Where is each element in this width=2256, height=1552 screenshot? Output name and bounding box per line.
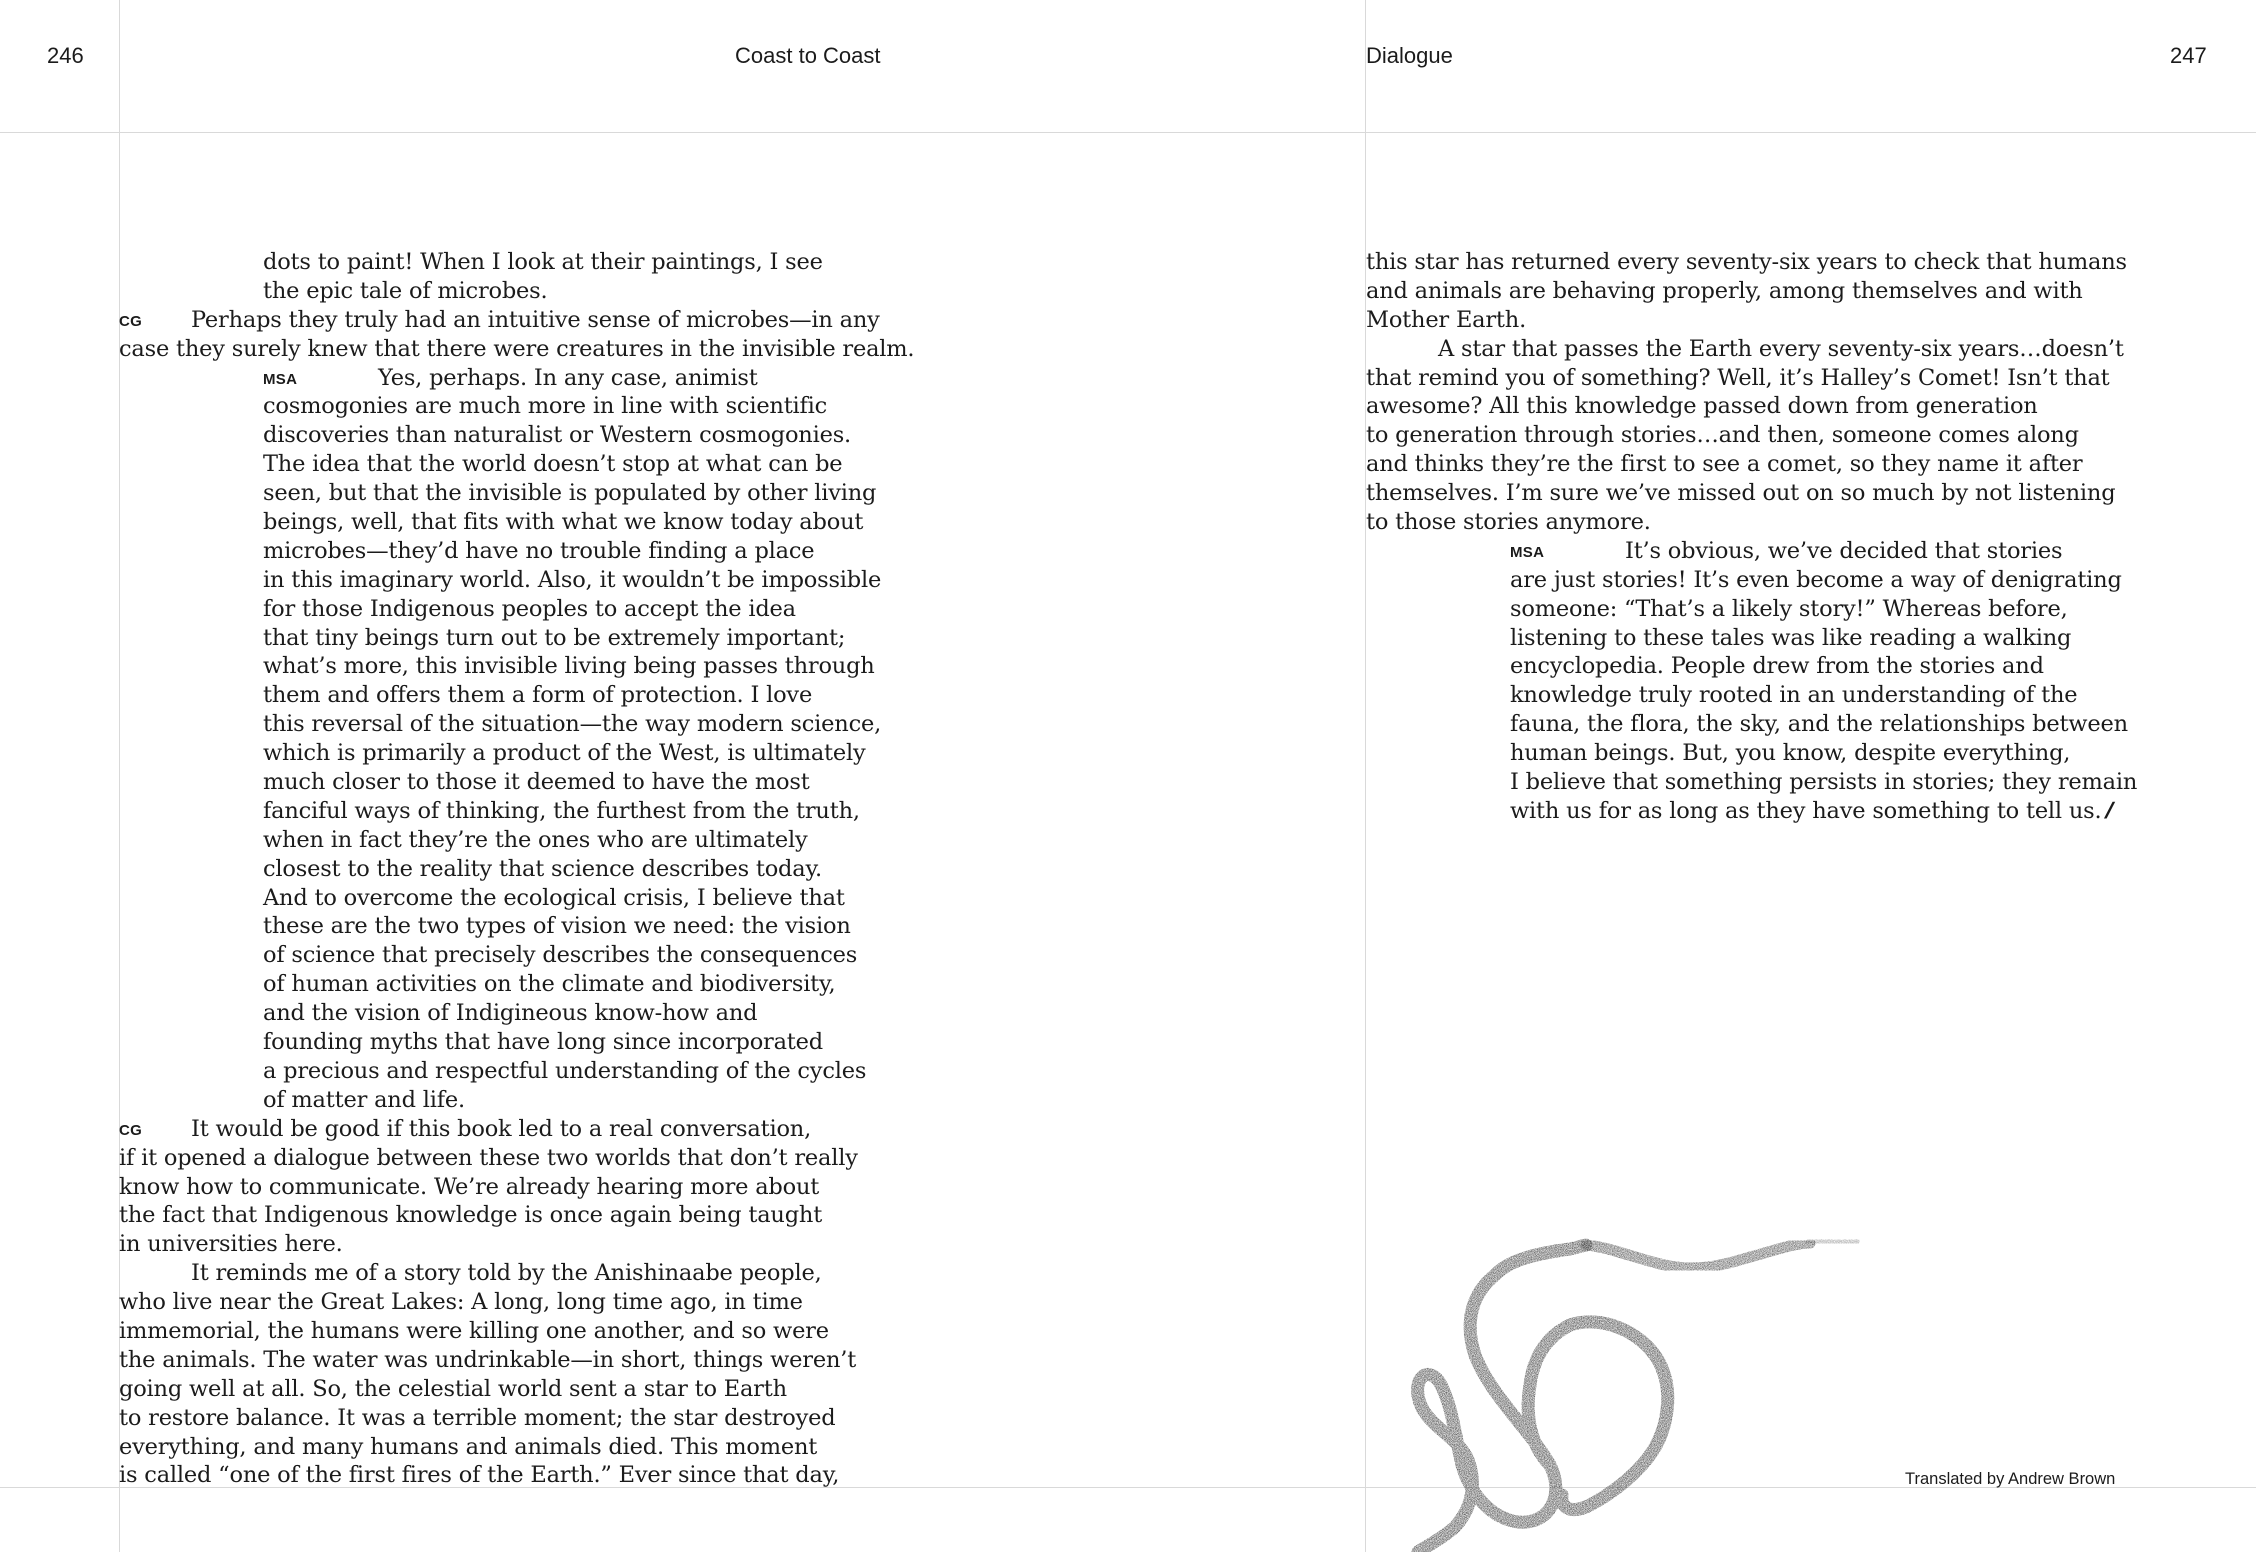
text-line: [1366, 768, 2146, 797]
line-text: The idea that the world doesn’t stop at what can be: [263, 451, 843, 478]
text-line: [119, 797, 899, 826]
text-line: [119, 1433, 899, 1462]
speaker-tag: CG: [119, 1121, 143, 1139]
line-text: that remind you of something? Well, it’s Halley’s Comet! Isn’t that: [1366, 364, 2110, 391]
left-text-column: [119, 248, 915, 1490]
text-line: [1366, 277, 2146, 306]
line-text: knowledge truly rooted in an understanding of the: [1510, 682, 2078, 709]
end-of-article-mark: /: [2102, 797, 2117, 823]
scribble-tail: [1586, 1243, 1810, 1268]
text-line: [119, 1288, 899, 1317]
speaker-tag: MSA: [1510, 543, 1545, 561]
text-line: [1366, 364, 2146, 393]
line-text: cosmogonies are much more in line with scientific: [263, 393, 828, 420]
text-line: [119, 508, 899, 537]
line-text: them and offers them a form of protection. I love: [263, 682, 813, 709]
line-text: closest to the reality that science describes today.: [263, 855, 822, 882]
text-line: [119, 624, 899, 653]
text-line: [1366, 624, 2146, 653]
text-line: [119, 884, 899, 913]
text-line: [119, 941, 899, 970]
right-page-number: 247: [2170, 43, 2207, 68]
line-text: case they surely knew that there were creatures in the invisible realm.: [119, 335, 915, 362]
line-text: a precious and respectful understanding of the cycles: [263, 1057, 867, 1084]
speaker-tag: CG: [119, 312, 143, 330]
text-line: [119, 479, 899, 508]
text-line: [1366, 450, 2146, 479]
text-line: [1366, 421, 2146, 450]
line-text: microbes—they’d have no trouble finding a place: [263, 537, 815, 564]
line-text: everything, and many humans and animals died. This moment: [119, 1433, 818, 1460]
left-page-number: 246: [47, 43, 84, 68]
text-line: [119, 855, 899, 884]
line-text: It’s obvious, we’ve decided that stories: [1625, 537, 2063, 564]
text-line: [119, 681, 899, 710]
text-line: [1366, 652, 2146, 681]
right-text-column: [1366, 248, 2146, 826]
line-text: dots to paint! When I look at their paintings, I see: [263, 249, 823, 275]
line-text: A star that passes the Earth every seventy-six years…doesn’t: [1438, 335, 2124, 362]
line-text: these are the two types of vision we need: the vision: [263, 913, 851, 940]
line-text: fanciful ways of thinking, the furthest from the truth,: [263, 797, 860, 824]
line-text: It reminds me of a story told by the Anishinaabe people,: [191, 1260, 822, 1287]
line-text: listening to these tales was like reading a walking: [1510, 624, 2072, 651]
text-line: [119, 392, 899, 421]
text-line: [119, 1086, 899, 1115]
text-line: [1366, 508, 2146, 537]
text-line: [119, 1028, 899, 1057]
line-text: human beings. But, you know, despite everything,: [1510, 740, 2071, 767]
line-text: to restore balance. It was a terrible moment; the star destroyed: [119, 1404, 836, 1431]
line-text: encyclopedia. People drew from the stories and: [1510, 653, 2044, 680]
line-text: And to overcome the ecological crisis, I believe that: [263, 884, 845, 911]
text-line: [119, 912, 899, 941]
text-line: [119, 306, 899, 335]
scribble-illustration: [1400, 1235, 1900, 1552]
text-line: [1366, 392, 2146, 421]
line-text: the animals. The water was undrinkable—in short, things weren’t: [119, 1346, 857, 1373]
text-line: [119, 1115, 899, 1144]
text-line: [1366, 306, 2146, 335]
text-line: [119, 364, 899, 393]
line-text: founding myths that have long since incorporated: [263, 1029, 823, 1056]
text-line: [119, 595, 899, 624]
left-running-title: Coast to Coast: [735, 43, 881, 68]
text-line: [119, 999, 899, 1028]
line-text: if it opened a dialogue between these two worlds that don’t really: [119, 1144, 858, 1171]
text-line: [1366, 248, 2146, 277]
text-line: [119, 566, 899, 595]
line-text: I believe that something persists in stories; they remain: [1510, 769, 2138, 796]
text-line: [119, 248, 899, 277]
line-text: for those Indigenous peoples to accept the idea: [263, 595, 796, 622]
line-text: the fact that Indigenous knowledge is once again being taught: [119, 1202, 823, 1229]
line-text: much closer to those it deemed to have the most: [263, 769, 810, 796]
text-line: [119, 1230, 899, 1259]
text-line: [1366, 537, 2146, 566]
text-line: [1366, 710, 2146, 739]
text-line: [1366, 479, 2146, 508]
text-line: [119, 421, 899, 450]
text-line: [119, 710, 899, 739]
line-text: fauna, the flora, the sky, and the relationships between: [1510, 711, 2128, 738]
text-line: [119, 1057, 899, 1086]
line-text: of human activities on the climate and biodiversity,: [263, 971, 836, 998]
text-line: [119, 1144, 899, 1173]
text-line: [1366, 681, 2146, 710]
text-line: [119, 739, 899, 768]
line-text: Yes, perhaps. In any case, animist: [378, 364, 758, 391]
line-text: in this imaginary world. Also, it wouldn’t be impossible: [263, 566, 882, 593]
text-line: [1366, 595, 2146, 624]
line-text: themselves. I’m sure we’ve missed out on so much by not listening: [1366, 480, 2116, 507]
text-line: [119, 1404, 899, 1433]
text-line: [119, 1201, 899, 1230]
line-text: in universities here.: [119, 1231, 343, 1258]
header-rule: [0, 132, 2256, 133]
text-line: [119, 1346, 899, 1375]
line-text: Perhaps they truly had an intuitive sense of microbes—in any: [191, 306, 880, 333]
line-text: discoveries than naturalist or Western cosmogonies.: [263, 422, 852, 449]
line-text: going well at all. So, the celestial world sent a star to Earth: [119, 1375, 787, 1402]
line-text: immemorial, the humans were killing one another, and so were: [119, 1317, 829, 1344]
line-text: this star has returned every seventy-six years to check that humans: [1366, 249, 2127, 275]
line-text: and thinks they’re the first to see a comet, so they name it after: [1366, 451, 2083, 478]
text-line: [119, 335, 915, 364]
line-text: to those stories anymore.: [1366, 509, 1651, 536]
line-text: Mother Earth.: [1366, 306, 1527, 333]
line-text: someone: “That’s a likely story!” Whereas before,: [1510, 595, 2068, 622]
line-text: of science that precisely describes the consequences: [263, 942, 858, 969]
text-line: [1366, 797, 2146, 826]
text-line: [119, 450, 899, 479]
translation-credit: Translated by Andrew Brown: [1905, 1470, 2116, 1488]
text-line: [119, 768, 899, 797]
text-line: [119, 1173, 899, 1202]
speaker-tag: MSA: [263, 370, 298, 388]
text-line: [119, 652, 899, 681]
scribble-feather: [1810, 1240, 1855, 1243]
text-line: [1366, 566, 2146, 595]
text-line: [119, 1317, 899, 1346]
line-text: of matter and life.: [263, 1086, 465, 1113]
text-line: [1366, 335, 2146, 364]
line-text: who live near the Great Lakes: A long, long time ago, in time: [119, 1289, 803, 1316]
line-text: and the vision of Indigineous know-how and: [263, 1000, 758, 1027]
line-text: when in fact they’re the ones who are ultimately: [263, 826, 808, 853]
line-text: know how to communicate. We’re already hearing more about: [119, 1173, 820, 1200]
line-text: is called “one of the first fires of the Earth.” Ever since that day,: [119, 1462, 840, 1489]
text-line: [119, 1375, 899, 1404]
line-text: the epic tale of microbes.: [263, 277, 548, 304]
line-text: beings, well, that fits with what we know today about: [263, 509, 864, 536]
line-text: seen, but that the invisible is populated by other living: [263, 480, 877, 507]
text-line: [119, 277, 899, 306]
line-text: to generation through stories…and then, someone comes along: [1366, 422, 2079, 449]
text-line: [1366, 739, 2146, 768]
text-line: [119, 970, 899, 999]
text-line: [119, 826, 899, 855]
text-line: [119, 537, 899, 566]
text-line: [119, 1461, 899, 1490]
line-text: what’s more, this invisible living being passes through: [263, 653, 875, 680]
line-text: which is primarily a product of the West, is ultimately: [263, 740, 866, 767]
line-text: and animals are behaving properly, among themselves and with: [1366, 277, 2083, 304]
line-text: with us for as long as they have something to tell us.: [1510, 797, 2102, 824]
line-text: are just stories! It’s even become a way of denigrating: [1510, 566, 2122, 593]
line-text: It would be good if this book led to a real conversation,: [191, 1115, 812, 1142]
text-line: [119, 1259, 899, 1288]
line-text: that tiny beings turn out to be extremely important;: [263, 624, 846, 651]
line-text: awesome? All this knowledge passed down from generation: [1366, 393, 2038, 420]
line-text: this reversal of the situation—the way modern science,: [263, 711, 882, 738]
right-running-title: Dialogue: [1366, 43, 1453, 68]
scribble-stroke: [1418, 1245, 1668, 1552]
